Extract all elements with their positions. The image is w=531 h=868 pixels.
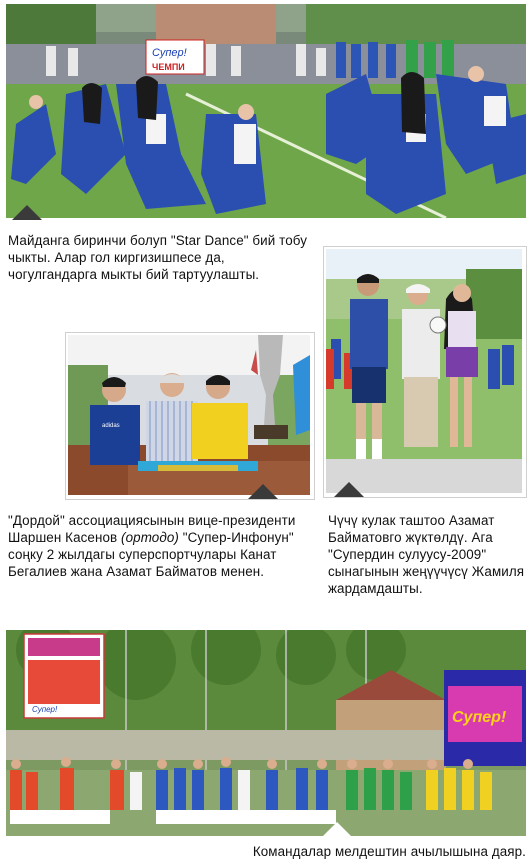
caption-dordoi-part1: "Дордой" ассоциациясынын вице-президенти Шаршен Касенов	[8, 513, 296, 545]
caption-ear: Чүчү кулак таштоо Азамат Байматовго жүктөлдү. Ага "Супердин сулуусу-2009" сынагынын жеңүүчүсү Жамиля жардамдашты.	[328, 513, 525, 596]
banner-text: Супер!	[152, 47, 187, 59]
pointer-triangle-white	[322, 822, 352, 837]
caption-dordoi	[8, 512, 308, 580]
photo-kickoff	[326, 249, 522, 493]
banner-text-2: ЧЕМПИ	[152, 62, 185, 72]
photo-teams	[6, 630, 526, 836]
pointer-triangle	[12, 205, 42, 220]
svg-text:adidas: adidas	[102, 423, 120, 429]
caption-teams: Командалар мелдештин ачылышына даяр.	[252, 844, 526, 859]
caption-star-dance: Майданга биринчи болуп "Star Dance" бий тобу чыкты. Алар гол киргизишпесе да, чогулгандарга мыкты бий тартуулашты.	[8, 233, 308, 282]
caption-dordoi-part2: "Супер-Инфонун" соңку 2 жылдагы суперспортчулары Канат Бегалиев жана Азамат Байматов менен.	[8, 530, 294, 579]
photo-dancers	[6, 4, 526, 218]
pointer-triangle-white	[248, 484, 278, 499]
banner-left-text: Супер!	[32, 705, 58, 714]
pointer-triangle	[334, 482, 364, 497]
caption-dordoi-italic: (ортодо)	[121, 530, 179, 545]
banner-right-text: Супер!	[452, 709, 507, 726]
photo-trophy	[68, 335, 310, 495]
